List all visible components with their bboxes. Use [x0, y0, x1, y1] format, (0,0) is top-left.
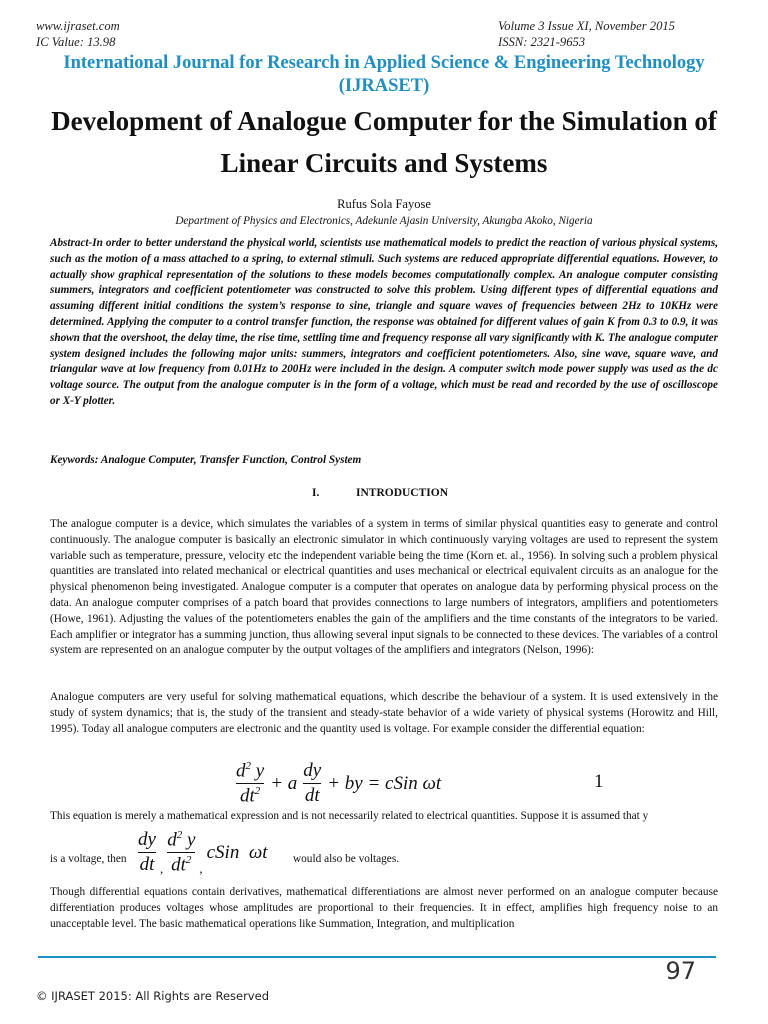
eq1-plus-a: + a — [270, 772, 298, 794]
page-number: 97 — [665, 957, 696, 985]
footer-copyright: © IJRASET 2015: All Rights are Reserved — [36, 989, 269, 1003]
equation-1 — [236, 760, 441, 808]
body-paragraph-4-tail: would also be voltages. — [293, 853, 400, 865]
equation-1-number: 1 — [594, 771, 604, 792]
eq1-dt2: dt — [304, 785, 320, 807]
header-ic-value: IC Value: 13.98 — [36, 35, 116, 49]
eq1-first-derivative — [303, 760, 321, 807]
body-paragraph-5: Though differential equations contain derivatives, mathematical differentiations are almost never performed on an analogue computer because differentiation produces voltages whose amplitudes are proportional to their frequencies. It in effect, amplifies high frequency noise to an unacceptable level. The basic mathematical operations like Summation, Integration, and multiplication — [50, 886, 718, 930]
eq1-second-derivative — [236, 760, 264, 808]
eq1-dy: dy — [303, 760, 322, 782]
equation-2 — [138, 829, 268, 877]
eq2-dt2-exp: 2 — [185, 854, 192, 867]
eq2-sep-1: , — [159, 860, 164, 876]
eq1-dt: dt — [239, 785, 255, 807]
eq2-dy: dy — [138, 829, 156, 851]
eq2-sep-2: , — [199, 860, 203, 876]
eq1-rest: + by = cSin ωt — [327, 772, 442, 794]
eq2-d: d — [167, 829, 177, 851]
body-paragraph-2: Analogue computers are very useful for solving mathematical equations, which describe the behaviour of a system. It is used extensively in the study of system dynamics; that is, the study of the transient and steady-state behavior of a wide variety of physical systems (Horowitz and Hill, 1995). Today all analogue computers are electronic and the quantity used is voltage. For example consider the differential equation: — [50, 691, 718, 735]
eq2-dt: dt — [139, 854, 155, 876]
eq1-y: y — [255, 760, 265, 782]
section-number: I. — [312, 487, 320, 499]
body-paragraph-3: This equation is merely a mathematical expression and is not necessarily related to electrical quantities. Suppose it is assumed that y — [50, 810, 649, 822]
journal-name: International Journal for Research in Applied Science & Engineering Technology (IJRASET) — [63, 53, 705, 96]
eq2-second-derivative — [167, 829, 195, 877]
eq2-csin: cSin ωt — [206, 841, 268, 863]
keywords: Keywords: Analogue Computer, Transfer Function, Control System — [50, 454, 362, 466]
author-name: Rufus Sola Fayose — [337, 197, 431, 211]
body-paragraph-4-lead: is a voltage, then — [50, 853, 127, 865]
header-issn: ISSN: 2321-9653 — [498, 35, 586, 49]
footer-divider — [38, 956, 716, 958]
abstract: Abstract-In order to better understand the physical world, scientists use mathematical models to predict the reaction of various physical systems, such as the motion of a mass attached to a spring, to external stimuli. Such systems are reduced appropriate differential equations. However, to actually show graphical representation of the solutions to these models becomes computationally complex. An analogue computer consisting summers, integrators and coefficient potentiometer was constructed to solve this problem. Using different types of differential equations and assuming different initial conditions the system’s response to sine, triangle and square waves of frequencies between 2Hz to 10KHz were determined. Applying the computer to a control transfer function, the response was obtained for different values of gain K from 0.3 to 0.9, it was shown that the overshoot, the delay time, the rise time, settling time and frequency response all vary significantly with K. The analogue computer system designed includes the following major units: summers, integrators and coefficient potentiometers. Also, sine wave, square wave, and triangular wave at low frequency from 0.01Hz to 200Hz were included in the design. A computer switch mode power supply was used as the dc voltage source. The output from the analogue computer is in the form of a voltage, which must be read and recorded by the use of oscilloscope or X-Y plotter. — [50, 237, 718, 407]
eq2-d-exp: 2 — [176, 829, 183, 841]
header-website[interactable]: www.ijraset.com — [36, 19, 120, 33]
eq1-dt-exp: 2 — [254, 785, 261, 798]
eq1-d-exp: 2 — [245, 760, 251, 772]
header-volume: Volume 3 Issue XI, November 2015 — [498, 19, 675, 33]
eq2-y: y — [186, 829, 196, 851]
eq2-dt2: dt — [171, 854, 186, 876]
author-affiliation: Department of Physics and Electronics, Adekunle Ajasin University, Akungba Akoko, Nigeria — [175, 215, 593, 227]
eq1-d: d — [236, 760, 246, 782]
eq2-first-derivative — [138, 829, 156, 876]
section-title: INTRODUCTION — [356, 487, 449, 499]
body-paragraph-1: The analogue computer is a device, which simulates the variables of a system in terms of similar physical quantities easy to generate and control continuously. The analogue computer is basically an electronic simulator in which continuously varying voltages are used to represent the system variable such as temperature, pressure, velocity etc the independent variable being the time (Korn et. al., 1956). In solving such a problem physical quantities are translated into related mechanical or electrical quantities and uses mechanical or electrical equivalent circuits as an analogue for the physical phenomenon being investigated. Analogue computer is a computer that operates on analogue data by performing physical process on the data. An analogue computer comprises of a patch board that provides connections to large numbers of integrators, amplifiers and potentiometers (Howe, 1961). Adjusting the values of the potentiometers enables the gain of the amplifiers and the time constants of the integrators to be varied. Each amplifier or integrator has a summing junction, thus allowing several input signals to be connected to these devices. The variables of a control system are represented on an analogue computer by the output voltages of the amplifiers and integrators (Nelson, 1996): — [50, 518, 718, 657]
paper-title: Development of Analogue Computer for the Simulation of Linear Circuits and Systems — [51, 106, 717, 178]
